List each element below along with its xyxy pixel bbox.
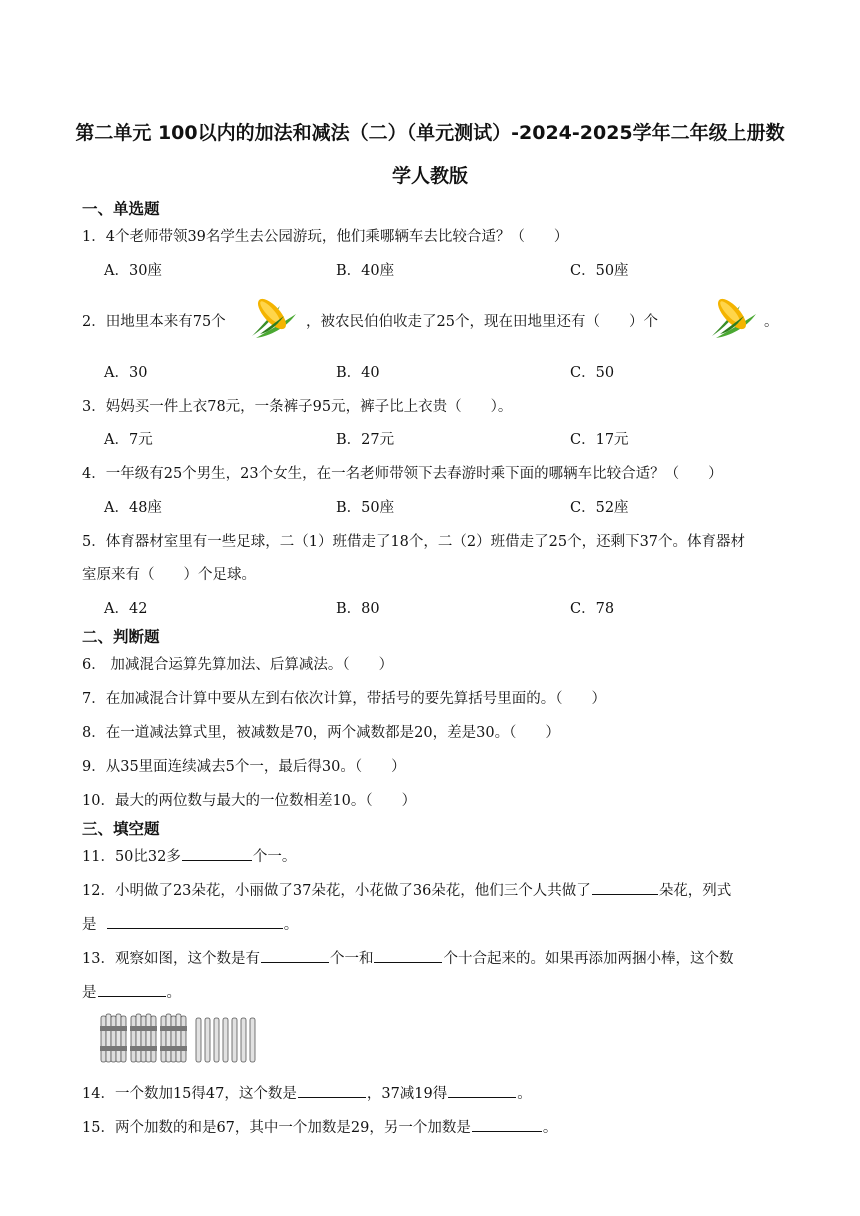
corn-icon: [246, 292, 300, 342]
answer-blank[interactable]: [592, 880, 658, 895]
q13-text-a: 13．观察如图，这个数是有: [82, 951, 260, 967]
title-line-1: 第二单元 100以内的加法和减法（二）（单元测试）-2024-2025学年二年级上册数: [75, 122, 785, 144]
q13-text-d: 是: [82, 985, 97, 1001]
stick-bundle-icon: [130, 1014, 157, 1062]
answer-blank[interactable]: [472, 1117, 542, 1132]
question-9: 9．从35里面连续减去5个一，最后得30。（ ）: [82, 759, 406, 775]
q12-text-a: 12．小明做了23朵花，小丽做了37朵花，小花做了36朵花，他们三个人共做了: [82, 883, 591, 899]
q4-option-b: B．50座: [336, 500, 395, 516]
corn-icon: [706, 292, 760, 342]
single-stick-icon: [214, 1018, 219, 1062]
q5-option-a: A．42: [104, 601, 148, 617]
q11-text-a: 11．50比32多: [82, 849, 181, 865]
question-2-part1: 2．田地里本来有75个: [82, 314, 226, 330]
answer-blank[interactable]: [374, 948, 442, 963]
q2-option-a: A．30: [104, 365, 148, 381]
question-12-line-2: [82, 913, 298, 934]
q3-option-c: C．17元: [570, 432, 629, 448]
answer-blank[interactable]: [448, 1083, 516, 1098]
single-stick-icon: [223, 1018, 228, 1062]
single-stick-icon: [241, 1018, 246, 1062]
counting-sticks-figure: [100, 1012, 264, 1066]
question-13-line-1: [82, 947, 733, 968]
answer-blank[interactable]: [182, 846, 252, 861]
single-stick-icon: [232, 1018, 237, 1062]
question-7: 7．在加减混合计算中要从左到右依次计算，带括号的要先算括号里面的。（ ）: [82, 691, 606, 707]
q15-text-b: 。: [542, 1120, 558, 1136]
q3-option-b: B．27元: [336, 432, 395, 448]
q1-option-b: B．40座: [336, 263, 395, 279]
q14-text-c: 。: [517, 1086, 532, 1102]
q3-option-a: A．7元: [104, 432, 153, 448]
question-4: 4．一年级有25个男生，23个女生，在一名老师带领下去春游时乘下面的哪辆车比较合适？（ ）: [82, 466, 723, 482]
question-14: [82, 1082, 532, 1103]
q5-option-c: C．78: [570, 601, 615, 617]
question-5-line-2: 室原来有（ ）个足球。: [82, 567, 256, 583]
single-stick-icon: [196, 1018, 201, 1062]
question-3: 3．妈妈买一件上衣78元，一条裤子95元，裤子比上衣贵（ ）。: [82, 399, 513, 415]
q12-text-b: 朵花，列式: [658, 883, 732, 899]
question-15: [82, 1116, 557, 1137]
single-stick-icon: [250, 1018, 255, 1062]
q12-text-c: 是: [82, 917, 97, 933]
stick-bundle-icon: [160, 1014, 187, 1062]
question-13-line-2: [82, 981, 181, 1002]
question-12-line-1: [82, 879, 731, 900]
q13-text-c: 个十合起来的。如果再添加两捆小棒，这个数: [443, 951, 734, 967]
q1-option-a: A．30座: [104, 263, 162, 279]
q12-text-d: 。: [283, 917, 299, 933]
question-1: 1．4个老师带领39名学生去公园游玩，他们乘哪辆车去比较合适？（ ）: [82, 229, 569, 245]
question-6: 6． 加减混合运算先算加法、后算减法。（ ）: [82, 657, 394, 673]
q4-option-c: C．52座: [570, 500, 629, 516]
question-8: 8．在一道减法算式里，被减数是70，两个减数都是20，差是30。（ ）: [82, 725, 560, 741]
q14-text-a: 14．一个数加15得47，这个数是: [82, 1086, 297, 1102]
q13-text-e: 。: [166, 985, 181, 1001]
q2-option-c: C．50: [570, 365, 615, 381]
q5-option-b: B．80: [336, 601, 380, 617]
question-10: 10．最大的两位数与最大的一位数相差10。（ ）: [82, 793, 417, 809]
question-5-line-1: 5．体育器材室里有一些足球，二（1）班借走了18个，二（2）班借走了25个，还剩下37个。体育器材: [82, 534, 746, 550]
q2-option-b: B．40: [336, 365, 380, 381]
section-heading-true-false: 二、判断题: [82, 628, 160, 646]
q4-option-a: A．48座: [104, 500, 162, 516]
q1-option-c: C．50座: [570, 263, 629, 279]
section-heading-fill-in: 三、填空题: [82, 820, 160, 838]
section-heading-single-choice: 一、单选题: [82, 200, 160, 218]
answer-blank[interactable]: [107, 914, 283, 929]
q15-text-a: 15．两个加数的和是67，其中一个加数是29，另一个加数是: [82, 1120, 471, 1136]
q13-text-b: 个一和: [329, 951, 374, 967]
answer-blank[interactable]: [298, 1083, 366, 1098]
answer-blank[interactable]: [261, 948, 329, 963]
q14-text-b: ，37减19得: [366, 1086, 448, 1102]
q11-text-b: 个一。: [252, 849, 297, 865]
question-11: [82, 845, 296, 866]
question-2-part3: 。: [764, 314, 779, 330]
single-stick-icon: [205, 1018, 210, 1062]
answer-blank[interactable]: [98, 982, 166, 997]
stick-bundle-icon: [100, 1014, 127, 1062]
question-2-part2: ，被农民伯伯收走了25个，现在田地里还有（ ）个: [306, 314, 658, 330]
title-line-2: 学人教版: [391, 165, 468, 187]
